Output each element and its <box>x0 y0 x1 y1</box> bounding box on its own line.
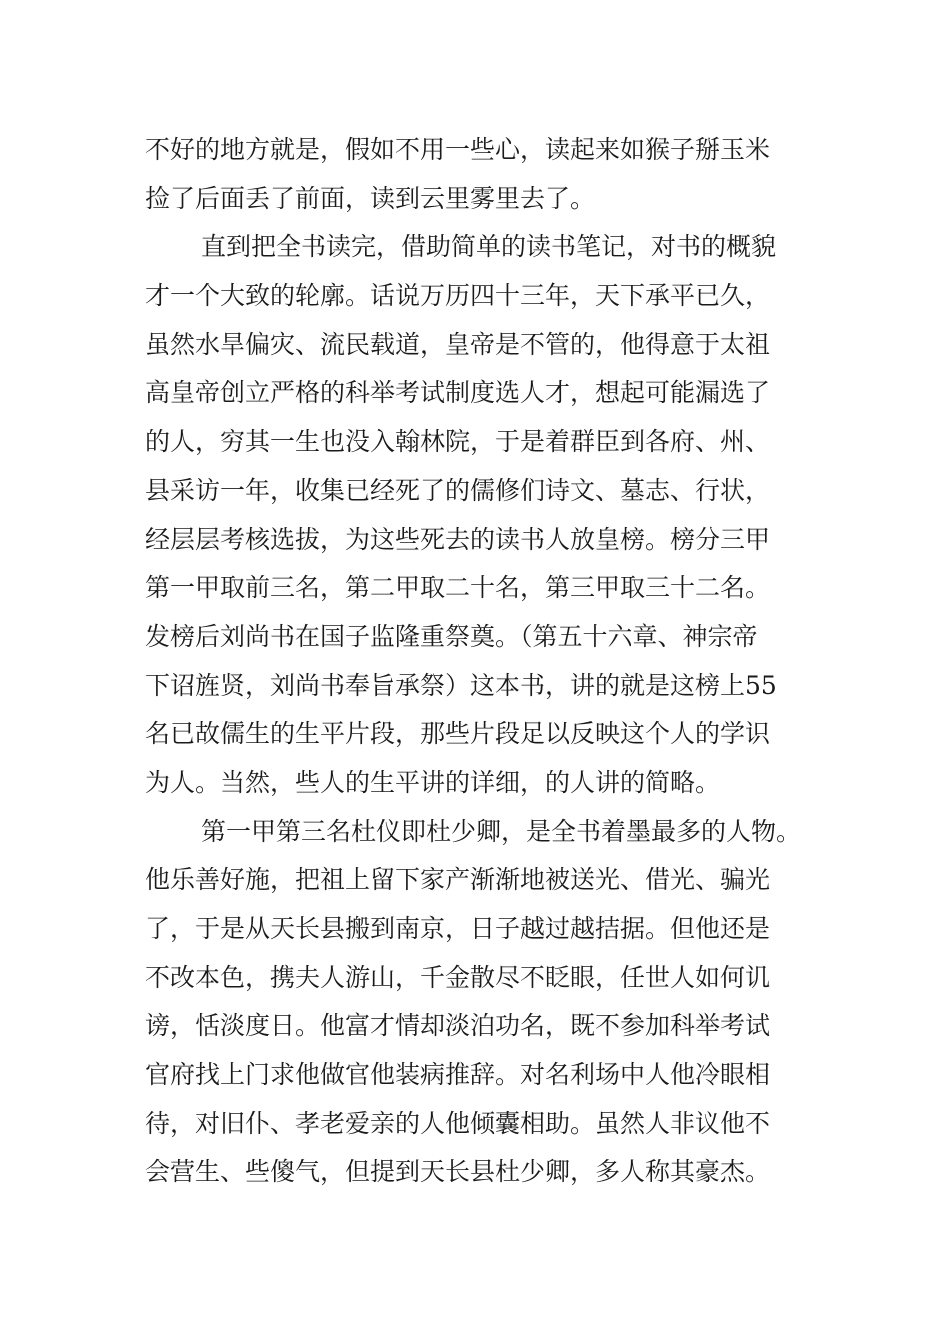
text-line: 不好的地方就是，假如不用一些心，读起来如猴子掰玉米 <box>145 135 771 164</box>
text-line: 待，对旧仆、孝老爱亲的人他倾囊相助。虽然人非议他不 <box>145 1108 771 1138</box>
text-line: 才一个大致的轮廓。话说万历四十三年，天下承平已久， <box>145 281 771 311</box>
body-text <box>145 126 825 1197</box>
text-line: 会营生、些傻气，但提到天长县杜少卿，多人称其豪杰。 <box>145 1157 771 1187</box>
text-line: 虽然水旱偏灾、流民载道，皇帝是不管的，他得意于太祖 <box>145 329 771 359</box>
text-line: 谤，恬淡度日。他富才情却淡泊功名，既不参加科举考试 <box>145 1011 771 1041</box>
text-line: 名已故儒生的生平片段，那些片段足以反映这个人的学识 <box>145 719 771 749</box>
text-line: 他乐善好施，把祖上留下家产渐渐地被送光、借光、骗光 <box>145 865 771 895</box>
text-line: 为人。当然，些人的生平讲的详细，的人讲的简略。 <box>145 767 721 797</box>
text-line: 经层层考核选拔，为这些死去的读书人放皇榜。榜分三甲 <box>145 524 771 554</box>
text-line: 高皇帝创立严格的科举考试制度选人才，想起可能漏选了 <box>145 378 771 408</box>
text-line: 县采访一年，收集已经死了的儒修们诗文、墓志、行状， <box>145 475 771 505</box>
text-line: 官府找上门求他做官他装病推辞。对名利场中人他冷眼相 <box>145 1060 771 1090</box>
text-line: 第一甲取前三名，第二甲取二十名，第三甲取三十二名。 <box>145 573 771 603</box>
text-line: 了，于是从天长县搬到南京，日子越过越拮据。但他还是 <box>145 914 771 943</box>
text-line: 捡了后面丢了前面，读到云里雾里去了。 <box>145 183 596 213</box>
text-line: 下诏旌贤，刘尚书奉旨承祭）这本书，讲的就是这榜上55 <box>145 670 777 700</box>
text-line: 第一甲第三名杜仪即杜少卿，是全书着墨最多的人物。 <box>201 816 802 846</box>
text-line: 直到把全书读完，借助简单的读书笔记，对书的概貌 <box>201 232 777 262</box>
text-line: 的人，穷其一生也没入翰林院，于是着群臣到各府、州、 <box>145 427 771 457</box>
text-line: 不改本色，携夫人游山，千金散尽不眨眼，任世人如何讥 <box>145 962 771 992</box>
text-line: 发榜后刘尚书在国子监隆重祭奠。（第五十六章、神宗帝 <box>145 621 758 651</box>
